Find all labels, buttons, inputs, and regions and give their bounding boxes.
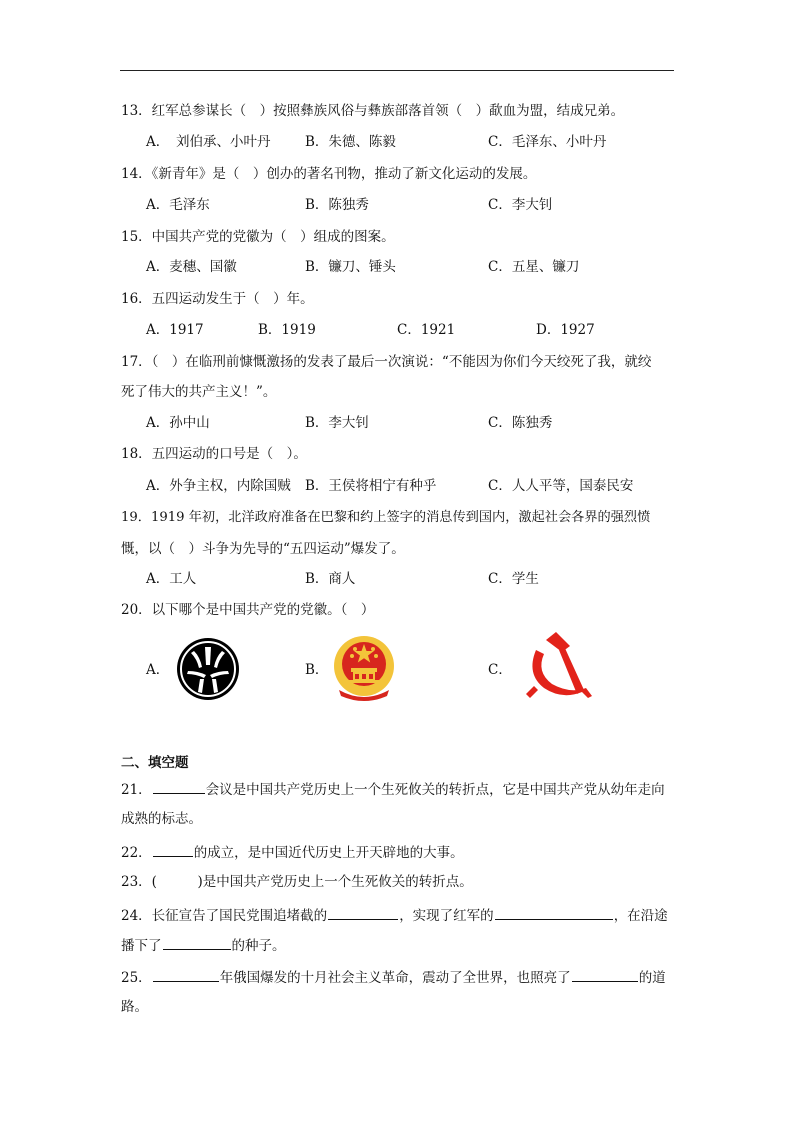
question-21-line2: 成熟的标志。	[121, 811, 202, 827]
q16-option-c: C．1921	[397, 322, 456, 338]
question-21-line1	[121, 778, 665, 800]
q25-text-2: 年俄国爆发的十月社会主义革命，震动了全世界，也照亮了	[219, 970, 571, 986]
q20-option-c: C．	[488, 662, 512, 678]
peking-university-emblem-icon	[176, 637, 240, 701]
national-emblem-icon	[331, 634, 397, 702]
q24-blank-1[interactable]	[328, 904, 398, 920]
q15-option-c: C．五星、镰刀	[488, 259, 580, 275]
q21-text: 会议是中国共产党历史上一个生死攸关的转折点，它是中国共产党从幼年走向	[205, 782, 665, 798]
question-19-line1: 19．1919 年初，北洋政府准备在巴黎和约上签字的消息传到国内，激起社会各界的强烈愤	[121, 510, 651, 525]
party-emblem-icon	[522, 630, 594, 702]
question-24-line2	[121, 934, 286, 956]
q13-option-b: B．朱德、陈毅	[305, 134, 396, 150]
q22-blank[interactable]	[153, 841, 193, 857]
q14-option-b: B．陈独秀	[305, 197, 369, 213]
q18-option-c: C．人人平等，国泰民安	[488, 478, 634, 494]
question-16: 16．五四运动发生于（ ）年。	[121, 291, 314, 307]
q14-option-a: A．毛泽东	[146, 197, 210, 213]
q18-option-a: A．外争主权，内除国贼	[146, 478, 291, 494]
question-23: 23．( )是中国共产党历史上一个生死攸关的转折点。	[121, 874, 473, 890]
q25-blank-2[interactable]	[572, 966, 638, 982]
question-22	[121, 841, 464, 863]
q17-option-b: B．李大钊	[305, 415, 369, 431]
q17-option-c: C．陈独秀	[488, 415, 553, 431]
q24-blank-3[interactable]	[163, 934, 231, 950]
q19-option-b: B．商人	[305, 571, 356, 587]
question-25-line1	[121, 966, 666, 988]
q21-number: 21．	[121, 782, 152, 798]
q15-option-b: B．镰刀、锤头	[305, 259, 396, 275]
q22-number: 22．	[121, 845, 152, 861]
question-17-line1: 17．（ ）在临刑前慷慨激扬的发表了最后一次演说：“不能因为你们今天绞死了我，就绞	[121, 354, 652, 370]
question-13: 13．红军总参谋长（ ）按照彝族风俗与彝族部落首领（ ）歃血为盟，结成兄弟。	[121, 103, 625, 119]
q20-option-a: A．	[146, 662, 170, 678]
q18-option-b: B．王侯将相宁有种乎	[305, 478, 437, 494]
question-14: 14．《新青年》是（ ）创办的著名刊物，推动了新文化运动的发展。	[121, 166, 537, 182]
q15-option-a: A．麦穗、国徽	[146, 259, 237, 275]
q25-blank-1[interactable]	[153, 966, 219, 982]
q22-text: 的成立，是中国近代历史上开天辟地的大事。	[193, 845, 464, 861]
question-20: 20．以下哪个是中国共产党的党徽。（ ）	[121, 602, 375, 618]
q24-blank-2[interactable]	[495, 904, 613, 920]
q24-text-3: ，在沿途	[613, 908, 668, 924]
q16-option-a: A．1917	[146, 322, 204, 338]
q25-text-1: 25．	[121, 970, 152, 986]
q19-option-a: A．工人	[146, 571, 197, 587]
question-19-line2: 慨，以（ ）斗争为先导的“五四运动”爆发了。	[121, 541, 405, 557]
q25-text-3: 的道	[638, 970, 666, 986]
question-24-line1	[121, 904, 668, 926]
q13-option-a: A． 刘伯承、小叶丹	[146, 134, 271, 150]
q24-text-1: 24．长征宣告了国民党围追堵截的	[121, 908, 328, 924]
q13-option-c: C．毛泽东、小叶丹	[488, 134, 607, 150]
q20-option-b: B．	[305, 662, 329, 678]
q16-option-d: D．1927	[536, 322, 595, 338]
question-25-line2: 路。	[121, 999, 148, 1015]
question-15: 15．中国共产党的党徽为（ ）组成的图案。	[121, 229, 395, 245]
q14-option-c: C．李大钊	[488, 197, 553, 213]
question-18: 18．五四运动的口号是（ ）。	[121, 446, 307, 462]
q17-option-a: A．孙中山	[146, 415, 210, 431]
q24-text-5: 的种子。	[231, 938, 286, 954]
header-rule	[120, 70, 674, 71]
q21-blank[interactable]	[153, 778, 205, 794]
q16-option-b: B．1919	[258, 322, 316, 338]
q24-text-4: 播下了	[121, 938, 162, 954]
question-17-line2: 死了伟大的共产主义！”。	[121, 384, 277, 400]
q19-option-c: C．学生	[488, 571, 539, 587]
q24-text-2: ，实现了红军的	[399, 908, 494, 924]
section-2-title: 二、填空题	[121, 755, 189, 771]
